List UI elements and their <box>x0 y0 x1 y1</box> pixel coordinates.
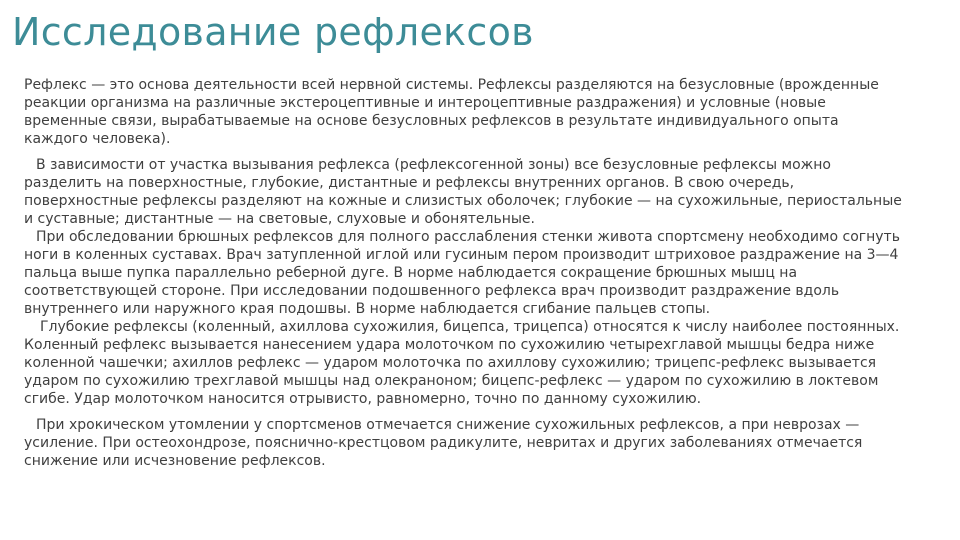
paragraph-reflex-classification: В зависимости от участка вызывания рефлекса (рефлексогенной зоны) все безусловные рефлексы можно разделить на поверхностные, глубокие, дистантные и рефлексы внутренних органов. В свою очередь, поверхностные рефлексы разделяют на кожные и слизистых оболочек; глубокие — на сухожильные, периостальные и суставные; дистантные — на световые, слуховые и обонятельные. <box>24 157 902 227</box>
paragraph-reflex-definition: Рефлекс — это основа деятельности всей нервной системы. Рефлексы разделяются на безусловные (врожденные реакции организма на различные экстероцептивные и интероцептивные раздражения) и условные (новые временные связи, вырабатываемые на основе безусловных рефлексов в результате индивидуального опыта каждого человека). <box>24 77 879 147</box>
paragraph-abdominal-reflexes: При обследовании брюшных рефлексов для полного расслабления стенки живота спортсмену необходимо согнуть ноги в коленных суставах. Врач затупленной иглой или гусиным пером производит штриховое раздражение на 3—4 пальца выше пупка параллельно реберной дуге. В норме наблюдается сокращение брюшных мышц на соответствующей стороне. При исследовании подошвенного рефлекса врач производит раздражение вдоль внутреннего или наружного края подошвы. В норме наблюдается сгибание пальцев стопы. <box>24 229 900 317</box>
paragraph-deep-reflexes: Глубокие рефлексы (коленный, ахиллова сухожилия, бицепса, трицепса) относятся к числу наиболее постоянных. Коленный рефлекс вызывается нанесением удара молоточком по сухожилию четырехглавой мышцы бедра ниже коленной чашечки; ахиллов рефлекс — ударом молоточка по ахиллову сухожилию; трицепс-рефлекс вызывается ударом по сухожилию трехглавой мышцы над олекраноном; бицепс-рефлекс — ударом по сухожилию в локтевом сгибе. Удар молоточком наносится отрывисто, равномерно, точно по данному сухожилию. <box>24 319 900 407</box>
slide-title: Исследование рефлексов <box>12 10 534 54</box>
slide-body <box>24 76 904 470</box>
paragraph-fatigue-reflexes: При хрокическом утомлении у спортсменов отмечается снижение сухожильных рефлексов, а при неврозах — усиление. При остеохондрозе, пояснично-крестцовом радикулите, невритах и других заболеваниях отмечается снижение или исчезновение рефлексов. <box>24 417 863 469</box>
